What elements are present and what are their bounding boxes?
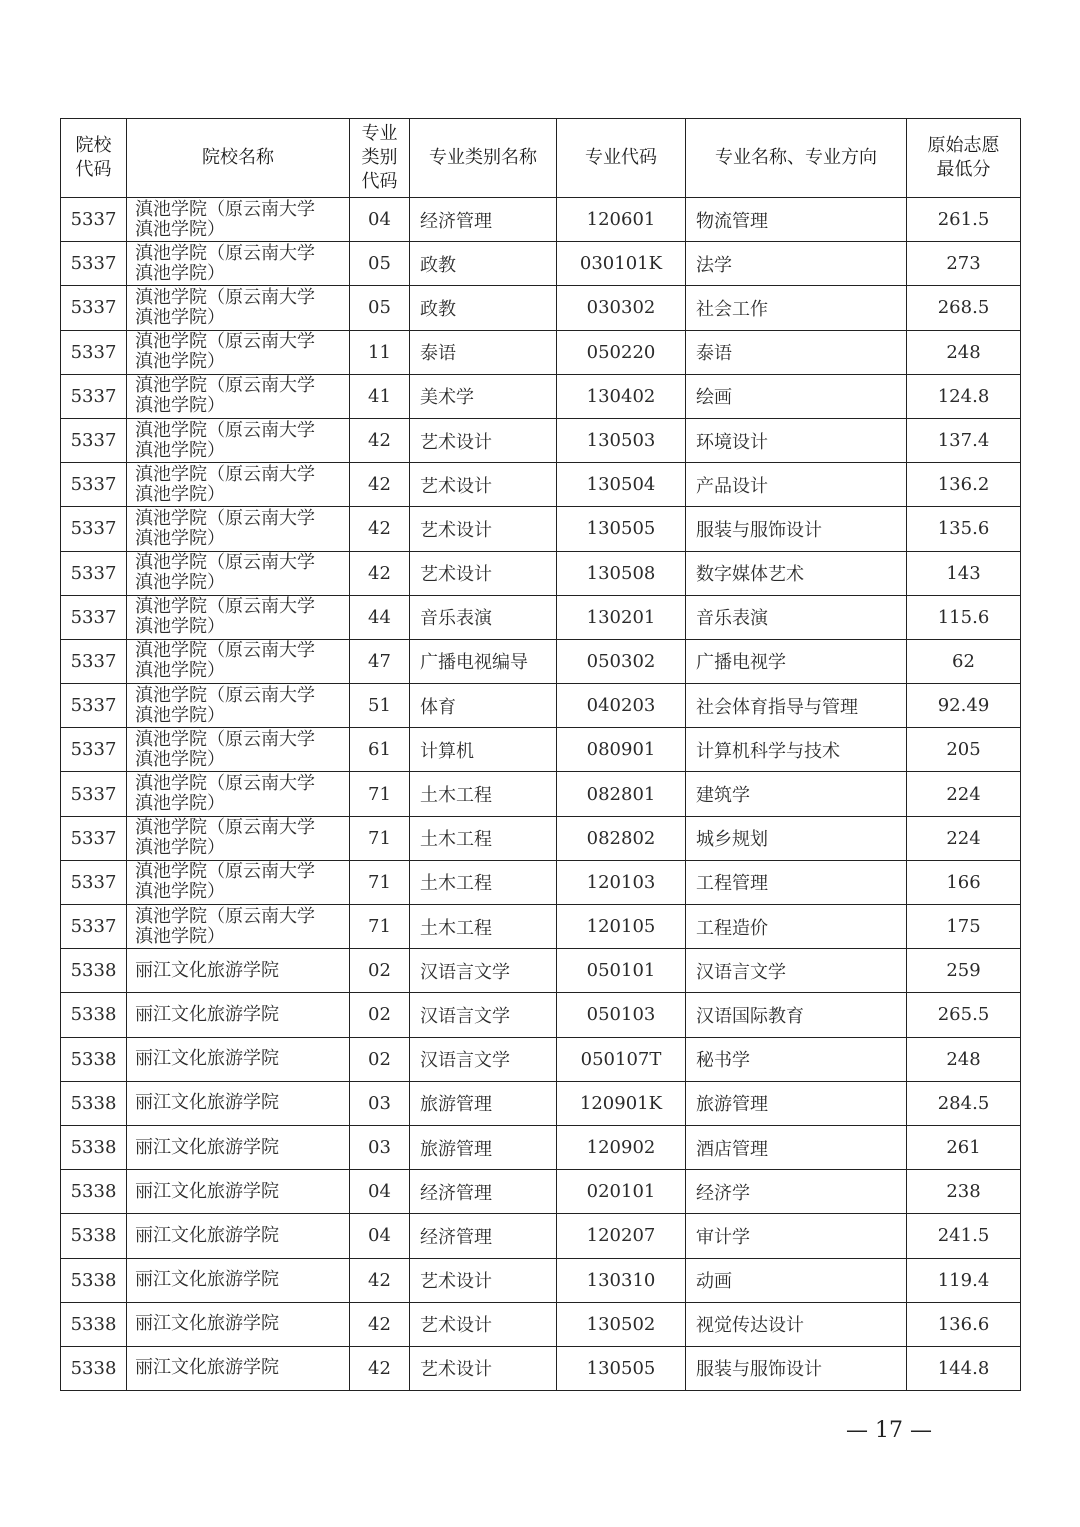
category-name-cell: 美术学 <box>410 374 557 418</box>
min-score-cell: 205 <box>907 728 1021 772</box>
major-name-cell: 服装与服饰设计 <box>686 1346 907 1390</box>
table-row <box>61 772 1021 816</box>
school-name-cell <box>127 816 350 860</box>
min-score-cell: 259 <box>907 949 1021 993</box>
category-code-cell: 42 <box>350 1346 410 1390</box>
school-name-line: 滇池学院） <box>135 351 225 373</box>
school-name-line: 滇池学院（原云南大学 <box>135 375 315 397</box>
major-name-cell: 社会工作 <box>686 286 907 330</box>
major-code-cell: 050107T <box>557 1037 686 1081</box>
category-name-cell: 体育 <box>410 684 557 728</box>
table-row <box>61 551 1021 595</box>
school-name-cell <box>127 684 350 728</box>
school-name-line: 滇池学院（原云南大学 <box>135 552 315 574</box>
school-name-cell <box>127 286 350 330</box>
header-text: 代码 <box>361 171 398 192</box>
category-name-cell: 广播电视编导 <box>410 639 557 683</box>
school-name-line: 滇池学院（原云南大学 <box>135 905 315 927</box>
min-score-cell: 119.4 <box>907 1258 1021 1302</box>
category-name-cell: 旅游管理 <box>410 1081 557 1125</box>
category-code-cell: 05 <box>350 242 410 286</box>
school-name-line: 滇池学院） <box>135 881 225 903</box>
major-code-cell: 082802 <box>557 816 686 860</box>
school-name-line: 滇池学院（原云南大学 <box>135 817 315 839</box>
school-name-cell <box>127 1170 350 1214</box>
table-row <box>61 1214 1021 1258</box>
table-row <box>61 1081 1021 1125</box>
major-name-cell: 产品设计 <box>686 463 907 507</box>
school-name-cell <box>127 949 350 993</box>
school-name-line: 滇池学院） <box>135 306 225 328</box>
category-code-cell: 71 <box>350 816 410 860</box>
school-code-cell: 5337 <box>61 551 127 595</box>
min-score-cell: 268.5 <box>907 286 1021 330</box>
header-text: 原始志愿 <box>927 135 1000 156</box>
category-code-cell: 02 <box>350 1037 410 1081</box>
school-code-cell: 5338 <box>61 1258 127 1302</box>
school-name-line: 滇池学院（原云南大学 <box>135 640 315 662</box>
school-name-cell <box>127 1346 350 1390</box>
school-name-line: 滇池学院） <box>135 925 225 947</box>
major-name-cell: 社会体育指导与管理 <box>686 684 907 728</box>
major-code-cell: 020101 <box>557 1170 686 1214</box>
school-code-cell: 5337 <box>61 463 127 507</box>
category-name-cell: 艺术设计 <box>410 1346 557 1390</box>
table-row <box>61 639 1021 683</box>
school-code-cell: 5337 <box>61 684 127 728</box>
school-name-line: 滇池学院） <box>135 748 225 770</box>
table-row <box>61 1346 1021 1390</box>
table-row <box>61 684 1021 728</box>
category-name-cell: 经济管理 <box>410 1214 557 1258</box>
major-code-cell: 130502 <box>557 1302 686 1346</box>
min-score-cell: 143 <box>907 551 1021 595</box>
admission-table-container <box>60 118 1020 1391</box>
min-score-cell: 261.5 <box>907 198 1021 242</box>
category-code-cell: 71 <box>350 860 410 904</box>
school-name-line: 滇池学院） <box>135 483 225 505</box>
major-name-cell: 建筑学 <box>686 772 907 816</box>
school-code-cell: 5337 <box>61 728 127 772</box>
school-name-cell <box>127 1214 350 1258</box>
school-code-cell: 5338 <box>61 1214 127 1258</box>
major-code-cell: 120207 <box>557 1214 686 1258</box>
school-name-line: 丽江文化旅游学院 <box>135 1269 279 1291</box>
category-code-cell: 04 <box>350 198 410 242</box>
school-name-cell <box>127 551 350 595</box>
school-name-line: 滇池学院（原云南大学 <box>135 861 315 883</box>
school-name-line: 滇池学院） <box>135 527 225 549</box>
category-code-cell: 42 <box>350 418 410 462</box>
header-row <box>61 119 1021 198</box>
school-name-cell <box>127 1081 350 1125</box>
major-name-cell: 数字媒体艺术 <box>686 551 907 595</box>
major-name-cell: 秘书学 <box>686 1037 907 1081</box>
major-code-cell: 130402 <box>557 374 686 418</box>
major-name-cell: 广播电视学 <box>686 639 907 683</box>
min-score-cell: 136.6 <box>907 1302 1021 1346</box>
min-score-cell: 241.5 <box>907 1214 1021 1258</box>
header-text: 类别 <box>361 147 398 168</box>
admission-scores-table <box>60 118 1021 1391</box>
major-name-cell: 汉语言文学 <box>686 949 907 993</box>
major-code-cell: 050103 <box>557 993 686 1037</box>
table-row <box>61 949 1021 993</box>
school-code-cell: 5338 <box>61 993 127 1037</box>
table-row <box>61 993 1021 1037</box>
category-name-cell: 经济管理 <box>410 198 557 242</box>
school-name-line: 滇池学院） <box>135 704 225 726</box>
category-name-cell: 土木工程 <box>410 772 557 816</box>
school-code-cell: 5337 <box>61 639 127 683</box>
major-code-cell: 050302 <box>557 639 686 683</box>
school-name-line: 滇池学院） <box>135 572 225 594</box>
school-name-line: 丽江文化旅游学院 <box>135 1224 279 1246</box>
category-code-cell: 42 <box>350 507 410 551</box>
major-code-cell: 130505 <box>557 507 686 551</box>
category-code-cell: 71 <box>350 905 410 949</box>
header-min-score <box>907 119 1021 198</box>
major-code-cell: 120902 <box>557 1125 686 1169</box>
school-name-line: 丽江文化旅游学院 <box>135 1048 279 1070</box>
school-name-cell <box>127 374 350 418</box>
school-code-cell: 5338 <box>61 1346 127 1390</box>
school-name-line: 滇池学院（原云南大学 <box>135 728 315 750</box>
school-code-cell: 5338 <box>61 1170 127 1214</box>
school-code-cell: 5337 <box>61 905 127 949</box>
school-name-line: 丽江文化旅游学院 <box>135 1357 279 1379</box>
category-code-cell: 05 <box>350 286 410 330</box>
category-code-cell: 61 <box>350 728 410 772</box>
category-code-cell: 42 <box>350 1258 410 1302</box>
school-name-cell <box>127 1258 350 1302</box>
major-code-cell: 120105 <box>557 905 686 949</box>
major-code-cell: 050101 <box>557 949 686 993</box>
major-name-cell: 服装与服饰设计 <box>686 507 907 551</box>
min-score-cell: 248 <box>907 330 1021 374</box>
major-code-cell: 080901 <box>557 728 686 772</box>
header-text: 最低分 <box>936 159 991 180</box>
table-row <box>61 242 1021 286</box>
school-name-cell <box>127 1302 350 1346</box>
school-name-line: 滇池学院） <box>135 616 225 638</box>
table-row <box>61 595 1021 639</box>
min-score-cell: 224 <box>907 772 1021 816</box>
min-score-cell: 124.8 <box>907 374 1021 418</box>
category-name-cell: 土木工程 <box>410 860 557 904</box>
category-name-cell: 计算机 <box>410 728 557 772</box>
school-code-cell: 5337 <box>61 198 127 242</box>
header-school-name: 院校名称 <box>127 119 350 198</box>
table-row <box>61 507 1021 551</box>
school-code-cell: 5337 <box>61 374 127 418</box>
category-code-cell: 11 <box>350 330 410 374</box>
header-text: 院校 <box>75 135 112 156</box>
table-row <box>61 816 1021 860</box>
school-name-line: 滇池学院（原云南大学 <box>135 507 315 529</box>
major-code-cell: 120901K <box>557 1081 686 1125</box>
table-header <box>61 119 1021 198</box>
school-name-line: 滇池学院（原云南大学 <box>135 286 315 308</box>
category-name-cell: 土木工程 <box>410 816 557 860</box>
category-code-cell: 47 <box>350 639 410 683</box>
min-score-cell: 224 <box>907 816 1021 860</box>
category-name-cell: 艺术设计 <box>410 1258 557 1302</box>
category-code-cell: 41 <box>350 374 410 418</box>
category-code-cell: 02 <box>350 949 410 993</box>
major-name-cell: 计算机科学与技术 <box>686 728 907 772</box>
school-name-line: 滇池学院（原云南大学 <box>135 463 315 485</box>
category-code-cell: 71 <box>350 772 410 816</box>
category-code-cell: 51 <box>350 684 410 728</box>
category-name-cell: 土木工程 <box>410 905 557 949</box>
major-name-cell: 物流管理 <box>686 198 907 242</box>
category-name-cell: 艺术设计 <box>410 418 557 462</box>
min-score-cell: 115.6 <box>907 595 1021 639</box>
school-name-line: 滇池学院） <box>135 262 225 284</box>
category-name-cell: 政教 <box>410 242 557 286</box>
min-score-cell: 144.8 <box>907 1346 1021 1390</box>
school-name-cell <box>127 242 350 286</box>
major-code-cell: 130505 <box>557 1346 686 1390</box>
table-row <box>61 330 1021 374</box>
table-row <box>61 463 1021 507</box>
table-row <box>61 198 1021 242</box>
major-name-cell: 法学 <box>686 242 907 286</box>
major-code-cell: 030302 <box>557 286 686 330</box>
school-name-cell <box>127 418 350 462</box>
major-code-cell: 130201 <box>557 595 686 639</box>
table-row <box>61 728 1021 772</box>
major-code-cell: 050220 <box>557 330 686 374</box>
min-score-cell: 62 <box>907 639 1021 683</box>
table-row <box>61 1037 1021 1081</box>
major-name-cell: 工程管理 <box>686 860 907 904</box>
category-name-cell: 艺术设计 <box>410 551 557 595</box>
table-row <box>61 374 1021 418</box>
category-name-cell: 汉语言文学 <box>410 1037 557 1081</box>
school-name-line: 滇池学院（原云南大学 <box>135 198 315 220</box>
category-name-cell: 经济管理 <box>410 1170 557 1214</box>
school-name-line: 丽江文化旅游学院 <box>135 959 279 981</box>
school-name-line: 滇池学院（原云南大学 <box>135 596 315 618</box>
school-name-cell <box>127 993 350 1037</box>
table-row <box>61 860 1021 904</box>
category-name-cell: 旅游管理 <box>410 1125 557 1169</box>
school-name-line: 丽江文化旅游学院 <box>135 1003 279 1025</box>
school-code-cell: 5337 <box>61 860 127 904</box>
page-number: — 17 — <box>846 1418 932 1443</box>
header-major-name: 专业名称、专业方向 <box>686 119 907 198</box>
school-name-line: 滇池学院） <box>135 218 225 240</box>
major-name-cell: 音乐表演 <box>686 595 907 639</box>
category-name-cell: 汉语言文学 <box>410 993 557 1037</box>
table-row <box>61 1258 1021 1302</box>
min-score-cell: 273 <box>907 242 1021 286</box>
min-score-cell: 284.5 <box>907 1081 1021 1125</box>
school-code-cell: 5337 <box>61 286 127 330</box>
major-name-cell: 经济学 <box>686 1170 907 1214</box>
table-row <box>61 286 1021 330</box>
header-text: 代码 <box>75 159 112 180</box>
school-code-cell: 5337 <box>61 418 127 462</box>
school-name-line: 丽江文化旅游学院 <box>135 1136 279 1158</box>
major-code-cell: 040203 <box>557 684 686 728</box>
school-name-line: 滇池学院（原云南大学 <box>135 419 315 441</box>
min-score-cell: 166 <box>907 860 1021 904</box>
major-code-cell: 130503 <box>557 418 686 462</box>
min-score-cell: 92.49 <box>907 684 1021 728</box>
school-name-cell <box>127 595 350 639</box>
category-name-cell: 艺术设计 <box>410 507 557 551</box>
category-name-cell: 汉语言文学 <box>410 949 557 993</box>
school-name-cell <box>127 639 350 683</box>
school-code-cell: 5338 <box>61 1302 127 1346</box>
school-code-cell: 5338 <box>61 949 127 993</box>
school-name-line: 滇池学院） <box>135 660 225 682</box>
category-code-cell: 03 <box>350 1125 410 1169</box>
school-name-line: 丽江文化旅游学院 <box>135 1313 279 1335</box>
school-name-line: 滇池学院） <box>135 793 225 815</box>
category-code-cell: 02 <box>350 993 410 1037</box>
table-row <box>61 905 1021 949</box>
category-code-cell: 44 <box>350 595 410 639</box>
major-name-cell: 城乡规划 <box>686 816 907 860</box>
school-name-cell <box>127 1037 350 1081</box>
table-row <box>61 1302 1021 1346</box>
category-name-cell: 政教 <box>410 286 557 330</box>
school-name-line: 滇池学院） <box>135 837 225 859</box>
major-code-cell: 120601 <box>557 198 686 242</box>
major-name-cell: 绘画 <box>686 374 907 418</box>
category-code-cell: 42 <box>350 551 410 595</box>
school-name-line: 丽江文化旅游学院 <box>135 1092 279 1114</box>
major-name-cell: 工程造价 <box>686 905 907 949</box>
school-code-cell: 5337 <box>61 772 127 816</box>
category-code-cell: 42 <box>350 1302 410 1346</box>
min-score-cell: 136.2 <box>907 463 1021 507</box>
school-name-cell <box>127 1125 350 1169</box>
school-name-cell <box>127 728 350 772</box>
min-score-cell: 265.5 <box>907 993 1021 1037</box>
school-code-cell: 5338 <box>61 1037 127 1081</box>
category-name-cell: 艺术设计 <box>410 1302 557 1346</box>
school-code-cell: 5338 <box>61 1125 127 1169</box>
school-code-cell: 5337 <box>61 242 127 286</box>
min-score-cell: 137.4 <box>907 418 1021 462</box>
min-score-cell: 175 <box>907 905 1021 949</box>
header-category-name: 专业类别名称 <box>410 119 557 198</box>
school-code-cell: 5337 <box>61 816 127 860</box>
min-score-cell: 261 <box>907 1125 1021 1169</box>
min-score-cell: 135.6 <box>907 507 1021 551</box>
school-name-line: 滇池学院） <box>135 439 225 461</box>
school-code-cell: 5337 <box>61 507 127 551</box>
category-code-cell: 04 <box>350 1170 410 1214</box>
major-code-cell: 030101K <box>557 242 686 286</box>
school-name-line: 丽江文化旅游学院 <box>135 1180 279 1202</box>
header-text: 专业 <box>361 123 398 144</box>
table-body <box>61 198 1021 1391</box>
major-name-cell: 动画 <box>686 1258 907 1302</box>
school-name-line: 滇池学院（原云南大学 <box>135 773 315 795</box>
category-code-cell: 42 <box>350 463 410 507</box>
school-code-cell: 5337 <box>61 330 127 374</box>
category-name-cell: 艺术设计 <box>410 463 557 507</box>
major-code-cell: 130310 <box>557 1258 686 1302</box>
major-name-cell: 泰语 <box>686 330 907 374</box>
table-row <box>61 1170 1021 1214</box>
school-name-line: 滇池学院） <box>135 395 225 417</box>
school-name-cell <box>127 463 350 507</box>
school-name-line: 滇池学院（原云南大学 <box>135 684 315 706</box>
major-code-cell: 130508 <box>557 551 686 595</box>
school-name-cell <box>127 330 350 374</box>
min-score-cell: 238 <box>907 1170 1021 1214</box>
school-code-cell: 5338 <box>61 1081 127 1125</box>
category-name-cell: 音乐表演 <box>410 595 557 639</box>
school-code-cell: 5337 <box>61 595 127 639</box>
major-code-cell: 082801 <box>557 772 686 816</box>
major-name-cell: 环境设计 <box>686 418 907 462</box>
school-name-cell <box>127 905 350 949</box>
school-name-line: 滇池学院（原云南大学 <box>135 331 315 353</box>
major-code-cell: 130504 <box>557 463 686 507</box>
table-row <box>61 1125 1021 1169</box>
category-code-cell: 03 <box>350 1081 410 1125</box>
major-name-cell: 旅游管理 <box>686 1081 907 1125</box>
school-name-cell <box>127 860 350 904</box>
category-name-cell: 泰语 <box>410 330 557 374</box>
header-major-code: 专业代码 <box>557 119 686 198</box>
major-name-cell: 视觉传达设计 <box>686 1302 907 1346</box>
major-name-cell: 汉语国际教育 <box>686 993 907 1037</box>
min-score-cell: 248 <box>907 1037 1021 1081</box>
school-name-cell <box>127 198 350 242</box>
header-school-code <box>61 119 127 198</box>
table-row <box>61 418 1021 462</box>
header-category-code <box>350 119 410 198</box>
category-code-cell: 04 <box>350 1214 410 1258</box>
school-name-line: 滇池学院（原云南大学 <box>135 242 315 264</box>
major-name-cell: 审计学 <box>686 1214 907 1258</box>
major-code-cell: 120103 <box>557 860 686 904</box>
school-name-cell <box>127 507 350 551</box>
major-name-cell: 酒店管理 <box>686 1125 907 1169</box>
school-name-cell <box>127 772 350 816</box>
